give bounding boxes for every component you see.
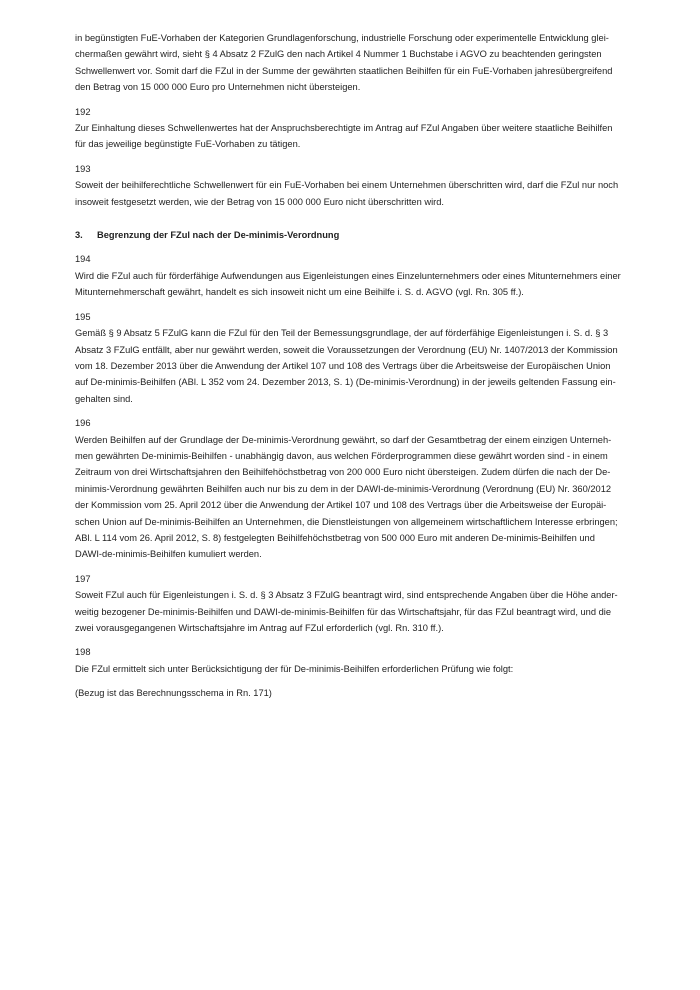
paragraph-text: Soweit FZul auch für Eigenleistungen i. S. d. § 3 Absatz 3 FZulG beantragt wird, sind entsprechende Angaben über die Höhe ander- weitig bezogener De-minimis-Beihilfen und DAWI-de-minimis-Beihilfen für das Wirtschaftsjahr, für das FZul beantragt wird, und die zwei vorausgegangenen Wirtschaftsjahre im Antrag auf FZul erforderlich (vgl. Rn. 310 ff.).	[75, 590, 618, 633]
paragraph-text: Die FZul ermittelt sich unter Berücksichtigung der für De-minimis-Beihilfen erforderlichen Prüfung wie folgt:	[75, 663, 514, 674]
paragraph-193	[75, 161, 630, 210]
section-number: 3.	[75, 230, 83, 241]
intro-text: in begünstigten FuE-Vorhaben der Kategorien Grundlagenforschung, industrielle Forschung oder experimentelle Entwicklung glei- chermaßen gewährt wird, sieht § 4 Absatz 2 FZulG den nach Artikel 4 Nummer 1 Buchstabe i AGVO zu beachtenden geringsten Schwellenwert vor. Somit darf die FZul in der Summe der gewährten staatlichen Beihilfen für ein FuE-Vorhaben jahresübergreifend den Betrag von 15 000 000 Euro pro Unternehmen nicht übersteigen.	[75, 33, 613, 93]
paragraph-text: Gemäß § 9 Absatz 5 FZulG kann die FZul für den Teil der Bemessungsgrundlage, der auf förderfähige Eigenleistungen i. S. d. § 3 Absatz 3 FZulG entfällt, aber nur gewährt werden, soweit die Voraussetzungen der Verordnung (EU) Nr. 1407/2013 der Kommission vom 18. Dezember 2013 über die Anwendung der Artikel 107 und 108 des Vertrags über die Arbeitsweise der Europäischen Union auf De-minimis-Beihilfen (ABl. L 352 vom 24. Dezember 2013, S. 1) (De-minimis-Verordnung) in der jeweils geltenden Fassung ein- gehalten sind.	[75, 328, 618, 404]
margin-number: 192	[75, 106, 91, 117]
margin-number: 198	[75, 647, 91, 658]
paragraph-text: Werden Beihilfen auf der Grundlage der De-minimis-Verordnung gewährt, so darf der Gesamtbetrag der einem einzigen Unterneh- men gewährten De-minimis-Beihilfen - unabhängig davon, aus welchen Förderprogrammen diese gewährt worden sind - in einem Zeitraum von drei Wirtschaftsjahren den Beihilfehöchstbetrag von 200 000 Euro nicht übersteigen. Zudem dürfen die nach der De- minimis-Verordnung gewährten Beihilfen auch nur bis zu dem in der DAWI-de-minimis-Verordnung (Verordnung (EU) Nr. 360/2012 der Kommission vom 25. April 2012 über die Anwendung der Artikel 107 und 108 des Vertrags über die Arbeitsweise der Europäi- schen Union auf De-minimis-Beihilfen an Unternehmen, die Dienstleistungen von allgemeinem wirtschaftlichem Interesse erbringen; ABl. L 114 vom 26. April 2012, S. 8) festgelegten Beihilfehöchstbetrag von 500 000 Euro mit anderen De-minimis-Beihilfen und DAWI-de-minimis-Beihilfen kumuliert werden.	[75, 434, 618, 560]
margin-number: 195	[75, 311, 91, 322]
section-heading	[75, 227, 630, 243]
section-title: Begrenzung der FZul nach der De-minimis-Verordnung	[97, 230, 340, 241]
reference-note-text: (Bezug ist das Berechnungsschema in Rn. 171)	[75, 688, 272, 699]
margin-number: 196	[75, 418, 91, 429]
margin-number: 197	[75, 573, 91, 584]
paragraph-text: Soweit der beihilferechtliche Schwellenwert für ein FuE-Vorhaben bei einem Unternehmen überschritten wird, darf die FZul nur noch insoweit festgesetzt werden, wie der Betrag von 15 000 000 Euro nicht überschritten wird.	[75, 180, 619, 207]
paragraph-text: Zur Einhaltung dieses Schwellenwertes hat der Anspruchsberechtigte im Antrag auf FZul Angaben über weitere staatliche Beihilfen für das jeweilige begünstigte FuE-Vorhaben zu tätigen.	[75, 123, 613, 150]
margin-number: 193	[75, 163, 91, 174]
paragraph-192	[75, 104, 630, 153]
paragraph-194	[75, 251, 630, 300]
paragraph-196	[75, 415, 630, 563]
paragraph-195	[75, 309, 630, 407]
intro-paragraph	[75, 30, 630, 96]
margin-number: 194	[75, 254, 91, 265]
paragraph-198	[75, 644, 630, 677]
paragraph-197	[75, 571, 630, 637]
paragraph-text: Wird die FZul auch für förderfähige Aufwendungen aus Eigenleistungen eines Einzelunternehmers oder eines Mitunternehmers einer Mitunternehmerschaft gewährt, handelt es sich insoweit nicht um eine Beihilfe i. S. d. AGVO (vgl. Rn. 305 ff.).	[75, 270, 621, 298]
document-page	[75, 30, 630, 710]
reference-note	[75, 685, 630, 701]
